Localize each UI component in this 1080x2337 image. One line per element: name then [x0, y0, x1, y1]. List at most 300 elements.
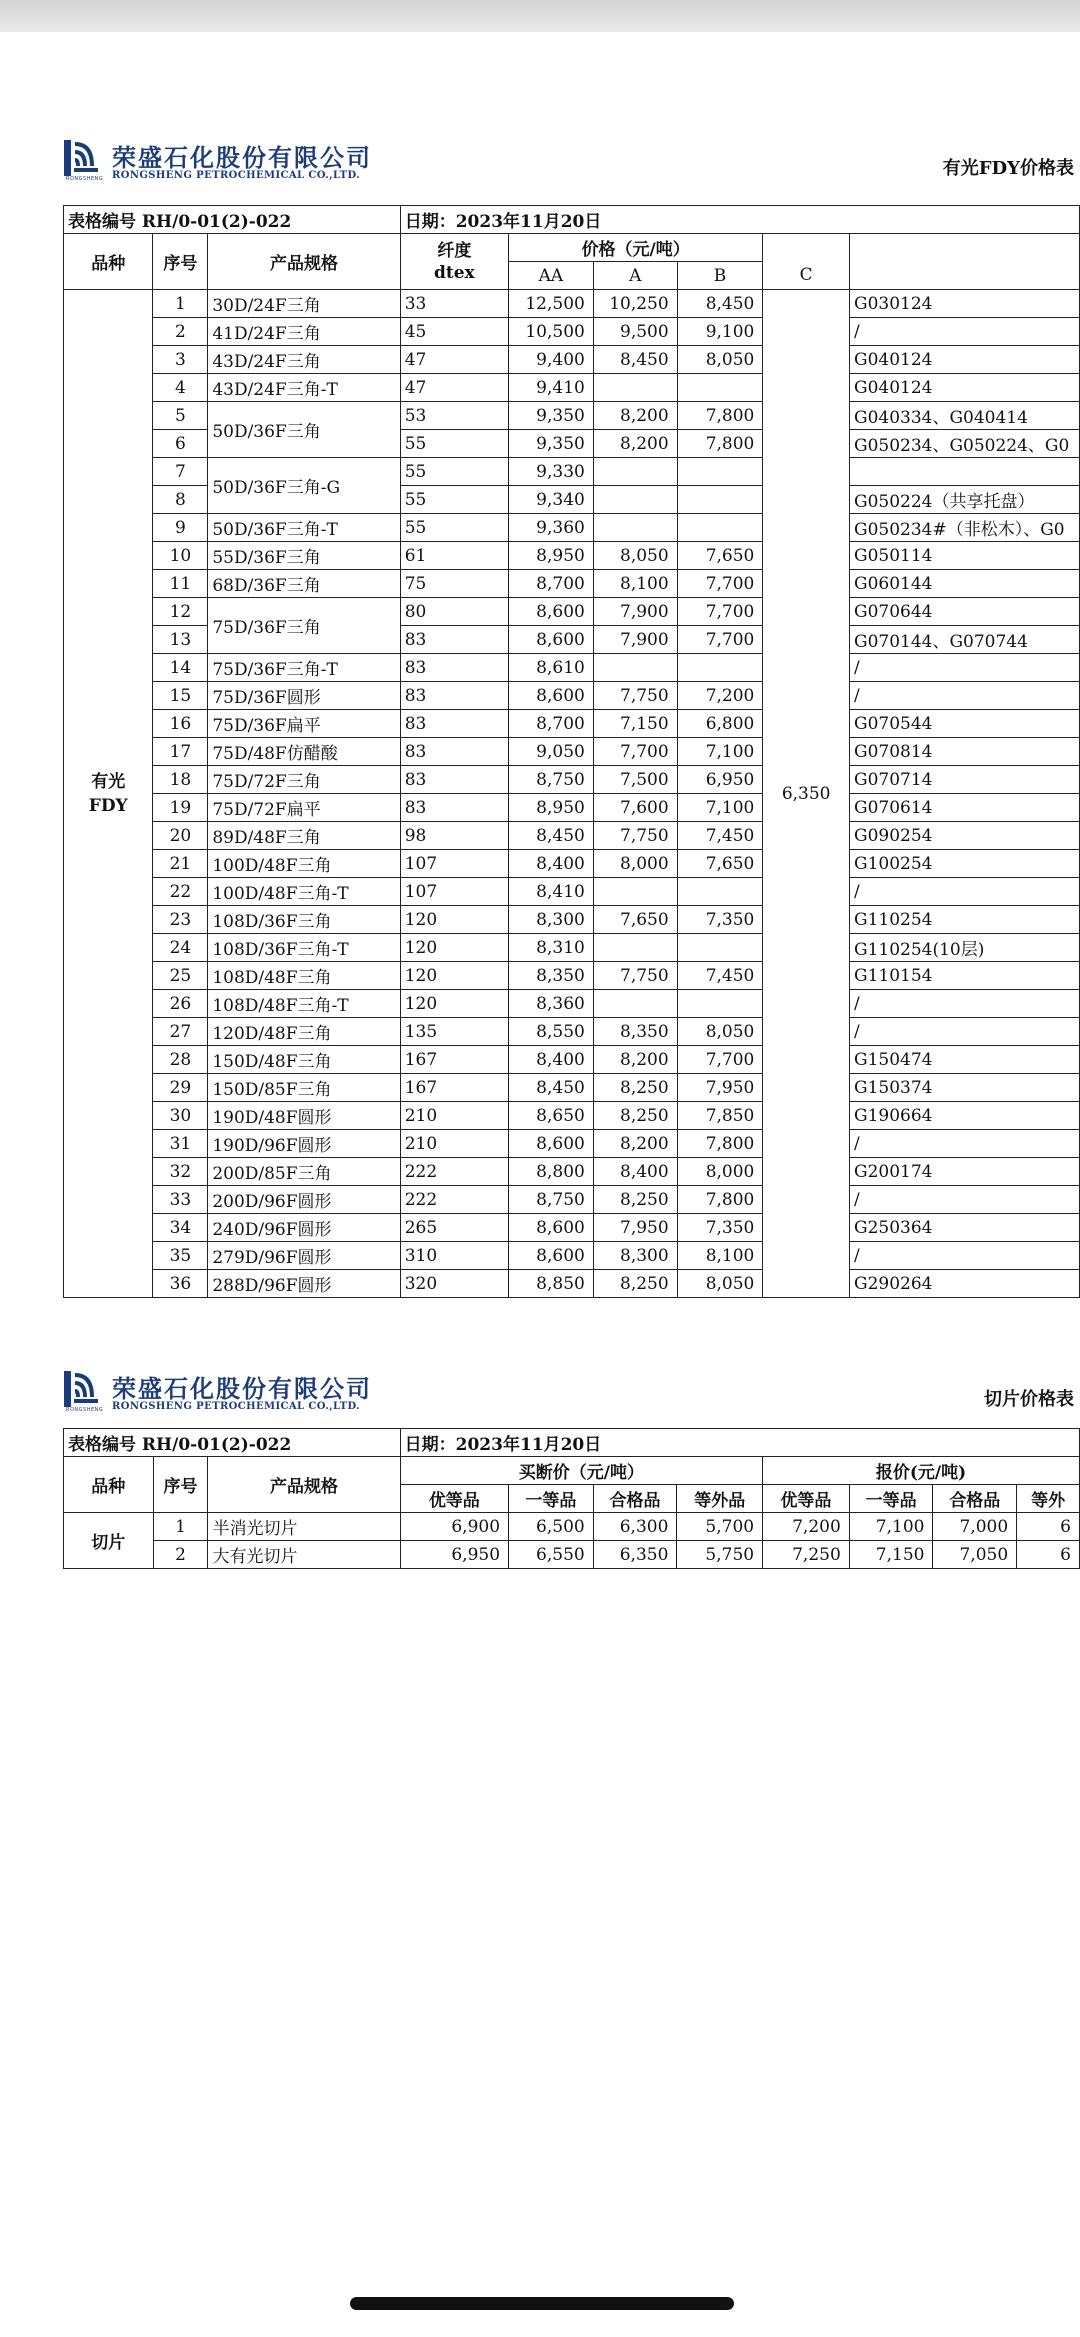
table-row	[64, 458, 1080, 486]
price-aa-cell: 8,360	[508, 990, 593, 1018]
brand-en: RONGSHENG	[66, 1407, 104, 1413]
spec-cell: 150D/85F三角	[208, 1074, 400, 1102]
product-code-cell: G050224（共享托盘）	[849, 486, 1079, 514]
product-code-cell: G070814	[849, 738, 1079, 766]
spec-cell: 288D/96F圆形	[208, 1270, 400, 1298]
price-a-cell: 8,250	[593, 1102, 677, 1130]
table-row	[64, 290, 1080, 318]
chip-quote-2: 7,150	[849, 1541, 933, 1569]
price-b-cell: 7,800	[677, 430, 763, 458]
dtex-cell: 222	[400, 1158, 508, 1186]
price-aa-cell: 8,750	[508, 766, 593, 794]
fdy-price-table	[63, 205, 1080, 1298]
product-code-cell: G050234#（非松木）、G0	[849, 514, 1079, 542]
seq-cell: 14	[153, 654, 208, 682]
header-code	[849, 234, 1079, 290]
table-row	[64, 766, 1080, 794]
price-a-cell	[593, 934, 677, 962]
price-a-cell	[593, 878, 677, 906]
table-row	[64, 1242, 1080, 1270]
price-aa-cell: 8,400	[508, 1046, 593, 1074]
price-aa-cell: 8,600	[508, 1242, 593, 1270]
seq-cell: 21	[153, 850, 208, 878]
seq-cell: 17	[153, 738, 208, 766]
dtex-cell: 45	[400, 318, 508, 346]
spec-cell: 190D/96F圆形	[208, 1130, 400, 1158]
price-aa-cell: 8,410	[508, 878, 593, 906]
price-b-cell: 7,350	[677, 906, 763, 934]
chip-price-table	[63, 1428, 1080, 1569]
price-b-cell: 8,050	[677, 1270, 763, 1298]
spec-cell: 108D/48F三角	[208, 962, 400, 990]
chip-form-number: 表格编号 RH/0-01(2)-022	[64, 1429, 401, 1457]
spec-cell: 55D/36F三角	[208, 542, 400, 570]
company-name-en: RONGSHENG PETROCHEMICAL CO.,LTD.	[112, 1401, 361, 1412]
dtex-cell: 120	[400, 934, 508, 962]
product-code-cell: G040124	[849, 374, 1079, 402]
seq-cell: 9	[153, 514, 208, 542]
price-a-cell: 8,250	[593, 1074, 677, 1102]
dtex-cell: 55	[400, 514, 508, 542]
chip-quote-4: 6	[1017, 1541, 1080, 1569]
price-a-cell: 7,650	[593, 906, 677, 934]
price-b-cell	[677, 458, 763, 486]
spec-cell: 200D/85F三角	[208, 1158, 400, 1186]
price-aa-cell: 8,950	[508, 542, 593, 570]
price-aa-cell: 8,600	[508, 682, 593, 710]
product-code-cell: G030124	[849, 290, 1079, 318]
chip-buyout-1: 6,950	[400, 1541, 508, 1569]
chip-header-buyout: 买断价（元/吨）	[400, 1457, 762, 1485]
header-a: A	[593, 262, 677, 290]
price-b-cell: 8,050	[677, 1018, 763, 1046]
price-b-cell: 6,950	[677, 766, 763, 794]
price-a-cell: 8,200	[593, 430, 677, 458]
product-code-cell: G070614	[849, 794, 1079, 822]
spec-cell: 75D/36F扁平	[208, 710, 400, 738]
chip-buyout-2: 6,550	[509, 1541, 594, 1569]
price-b-cell	[677, 514, 763, 542]
price-a-cell: 8,300	[593, 1242, 677, 1270]
dtex-cell: 83	[400, 710, 508, 738]
table-row	[64, 542, 1080, 570]
chip-seq: 2	[153, 1541, 208, 1569]
spec-cell: 68D/36F三角	[208, 570, 400, 598]
table-row	[64, 346, 1080, 374]
spec-cell: 43D/24F三角-T	[208, 374, 400, 402]
price-b-cell: 8,000	[677, 1158, 763, 1186]
table-row	[64, 374, 1080, 402]
price-b-cell	[677, 374, 763, 402]
price-a-cell: 8,050	[593, 542, 677, 570]
dtex-cell: 135	[400, 1018, 508, 1046]
header-aa: AA	[508, 262, 593, 290]
product-code-cell: G070714	[849, 766, 1079, 794]
price-a-cell: 8,250	[593, 1270, 677, 1298]
table-row	[64, 822, 1080, 850]
spec-cell: 100D/48F三角-T	[208, 878, 400, 906]
price-aa-cell: 8,400	[508, 850, 593, 878]
product-code-cell: G110254(10层)	[849, 934, 1079, 962]
dtex-cell: 53	[400, 402, 508, 430]
seq-cell: 35	[153, 1242, 208, 1270]
dtex-cell: 222	[400, 1186, 508, 1214]
price-a-cell	[593, 514, 677, 542]
dtex-cell: 120	[400, 990, 508, 1018]
price-aa-cell: 8,350	[508, 962, 593, 990]
dtex-cell: 83	[400, 766, 508, 794]
price-a-cell: 8,000	[593, 850, 677, 878]
seq-cell: 19	[153, 794, 208, 822]
product-code-cell: G050234、G050224、G0	[849, 430, 1079, 458]
price-aa-cell: 8,600	[508, 1130, 593, 1158]
table-row	[64, 990, 1080, 1018]
seq-cell: 32	[153, 1158, 208, 1186]
price-aa-cell: 8,950	[508, 794, 593, 822]
header-spec: 产品规格	[208, 234, 400, 290]
seq-cell: 24	[153, 934, 208, 962]
spec-cell: 100D/48F三角	[208, 850, 400, 878]
spec-cell: 75D/48F仿醋酸	[208, 738, 400, 766]
table-row	[64, 962, 1080, 990]
chip-buyout-2: 6,500	[509, 1513, 594, 1541]
price-c-cell: 6,350	[763, 290, 850, 1298]
price-aa-cell: 12,500	[508, 290, 593, 318]
chip-date: 日期：2023年11月20日	[400, 1429, 1079, 1457]
seq-cell: 5	[153, 402, 208, 430]
seq-cell: 16	[153, 710, 208, 738]
price-b-cell: 7,950	[677, 1074, 763, 1102]
price-b-cell: 7,200	[677, 682, 763, 710]
spec-cell: 75D/36F三角	[208, 598, 400, 654]
dtex-cell: 83	[400, 738, 508, 766]
chip-header-quote: 报价(元/吨)	[763, 1457, 1080, 1485]
price-aa-cell: 8,800	[508, 1158, 593, 1186]
dtex-cell: 120	[400, 906, 508, 934]
table-row	[64, 850, 1080, 878]
price-a-cell: 7,700	[593, 738, 677, 766]
spec-cell: 75D/36F圆形	[208, 682, 400, 710]
price-aa-cell: 8,600	[508, 1214, 593, 1242]
price-b-cell: 7,800	[677, 1130, 763, 1158]
chip-buyout-3: 6,350	[593, 1541, 677, 1569]
chip-quote-2: 7,100	[849, 1513, 933, 1541]
chip-quote-1: 7,250	[763, 1541, 850, 1569]
product-code-cell: G150374	[849, 1074, 1079, 1102]
price-b-cell: 7,100	[677, 794, 763, 822]
product-code-cell: /	[849, 1242, 1079, 1270]
seq-cell: 10	[153, 542, 208, 570]
seq-cell: 18	[153, 766, 208, 794]
dtex-cell: 55	[400, 486, 508, 514]
company-name-cn: 荣盛石化股份有限公司	[112, 1375, 372, 1403]
chip-spec: 大有光切片	[208, 1541, 400, 1569]
chip-header-q2: 一等品	[849, 1485, 933, 1513]
seq-cell: 6	[153, 430, 208, 458]
price-b-cell: 7,700	[677, 1046, 763, 1074]
chip-header-seq: 序号	[153, 1457, 208, 1513]
product-code-cell: G060144	[849, 570, 1079, 598]
seq-cell: 22	[153, 878, 208, 906]
product-code-cell: G250364	[849, 1214, 1079, 1242]
price-a-cell: 7,750	[593, 962, 677, 990]
price-a-cell: 7,900	[593, 598, 677, 626]
price-b-cell: 7,800	[677, 1186, 763, 1214]
dtex-cell: 310	[400, 1242, 508, 1270]
product-code-cell: /	[849, 990, 1079, 1018]
price-b-cell	[677, 486, 763, 514]
chip-quote-3: 7,000	[933, 1513, 1017, 1541]
chip-header-q1: 优等品	[763, 1485, 850, 1513]
chip-header-g4: 等外品	[677, 1485, 763, 1513]
table-row	[64, 570, 1080, 598]
table-row	[64, 738, 1080, 766]
table-row	[64, 598, 1080, 626]
product-code-cell: G090254	[849, 822, 1079, 850]
spec-cell: 108D/48F三角-T	[208, 990, 400, 1018]
dtex-cell: 107	[400, 878, 508, 906]
price-aa-cell: 9,360	[508, 514, 593, 542]
table-row	[64, 1130, 1080, 1158]
price-a-cell	[593, 654, 677, 682]
price-a-cell	[593, 486, 677, 514]
price-b-cell: 7,700	[677, 598, 763, 626]
seq-cell: 27	[153, 1018, 208, 1046]
seq-cell: 29	[153, 1074, 208, 1102]
header-dtex	[400, 234, 508, 290]
price-b-cell: 9,100	[677, 318, 763, 346]
price-a-cell	[593, 458, 677, 486]
product-code-cell: G070644	[849, 598, 1079, 626]
table-row	[64, 1102, 1080, 1130]
dtex-cell: 320	[400, 1270, 508, 1298]
product-code-cell: /	[849, 318, 1079, 346]
price-aa-cell: 10,500	[508, 318, 593, 346]
table-row	[64, 654, 1080, 682]
table-row	[64, 794, 1080, 822]
dtex-cell: 107	[400, 850, 508, 878]
price-b-cell: 7,450	[677, 822, 763, 850]
price-a-cell: 7,600	[593, 794, 677, 822]
price-b-cell	[677, 934, 763, 962]
chip-quote-4: 6	[1017, 1513, 1080, 1541]
seq-cell: 8	[153, 486, 208, 514]
spec-cell: 279D/96F圆形	[208, 1242, 400, 1270]
company-name-cn: 荣盛石化股份有限公司	[112, 144, 372, 172]
price-b-cell: 6,800	[677, 710, 763, 738]
price-aa-cell: 8,450	[508, 822, 593, 850]
price-a-cell: 8,350	[593, 1018, 677, 1046]
dtex-cell: 61	[400, 542, 508, 570]
price-aa-cell: 8,610	[508, 654, 593, 682]
header-price: 价格（元/吨）	[508, 234, 762, 262]
chip-header-g2: 一等品	[509, 1485, 594, 1513]
status-bar	[0, 0, 1080, 32]
dtex-cell: 265	[400, 1214, 508, 1242]
chip-buyout-4: 5,750	[677, 1541, 763, 1569]
product-code-cell: G070544	[849, 710, 1079, 738]
product-code-cell: G190664	[849, 1102, 1079, 1130]
dtex-cell: 83	[400, 654, 508, 682]
table-row	[64, 402, 1080, 430]
price-b-cell	[677, 990, 763, 1018]
company-name-en: RONGSHENG PETROCHEMICAL CO.,LTD.	[112, 170, 361, 181]
price-aa-cell: 9,330	[508, 458, 593, 486]
price-aa-cell: 8,850	[508, 1270, 593, 1298]
price-b-cell	[677, 654, 763, 682]
table-row	[64, 710, 1080, 738]
header-price-spacer	[763, 234, 850, 262]
price-b-cell: 8,450	[677, 290, 763, 318]
spec-cell: 50D/36F三角	[208, 402, 400, 458]
price-a-cell	[593, 374, 677, 402]
product-code-cell: /	[849, 654, 1079, 682]
dtex-cell: 210	[400, 1130, 508, 1158]
table-row	[64, 1158, 1080, 1186]
chip-header-q3: 合格品	[933, 1485, 1017, 1513]
table-row	[64, 1046, 1080, 1074]
dtex-cell: 55	[400, 430, 508, 458]
dtex-cell: 83	[400, 682, 508, 710]
product-code-cell: G150474	[849, 1046, 1079, 1074]
price-aa-cell: 8,750	[508, 1186, 593, 1214]
spec-cell: 75D/72F三角	[208, 766, 400, 794]
fdy-sheet-title: 有光FDY价格表	[942, 158, 1074, 179]
price-b-cell: 7,450	[677, 962, 763, 990]
price-aa-cell: 8,700	[508, 710, 593, 738]
seq-cell: 11	[153, 570, 208, 598]
dtex-cell: 47	[400, 346, 508, 374]
price-aa-cell: 9,410	[508, 374, 593, 402]
price-aa-cell: 8,650	[508, 1102, 593, 1130]
variety-line1: 有光	[91, 771, 126, 792]
price-b-cell: 7,700	[677, 570, 763, 598]
company-header-fdy	[62, 136, 1080, 192]
chip-buyout-4: 5,700	[677, 1513, 763, 1541]
spec-cell: 120D/48F三角	[208, 1018, 400, 1046]
chip-seq: 1	[153, 1513, 208, 1541]
seq-cell: 34	[153, 1214, 208, 1242]
price-aa-cell: 9,050	[508, 738, 593, 766]
seq-cell: 15	[153, 682, 208, 710]
seq-cell: 3	[153, 346, 208, 374]
product-code-cell: G040124	[849, 346, 1079, 374]
price-aa-cell: 8,600	[508, 598, 593, 626]
product-code-cell: G290264	[849, 1270, 1079, 1298]
spec-cell: 75D/36F三角-T	[208, 654, 400, 682]
product-code-cell: G110154	[849, 962, 1079, 990]
price-aa-cell: 9,350	[508, 402, 593, 430]
table-row	[64, 1074, 1080, 1102]
price-a-cell: 8,200	[593, 1046, 677, 1074]
seq-cell: 28	[153, 1046, 208, 1074]
table-row	[64, 878, 1080, 906]
price-b-cell: 8,050	[677, 346, 763, 374]
spec-cell: 240D/96F圆形	[208, 1214, 400, 1242]
spec-cell: 30D/24F三角	[208, 290, 400, 318]
price-a-cell: 8,450	[593, 346, 677, 374]
price-a-cell: 9,500	[593, 318, 677, 346]
table-row	[64, 514, 1080, 542]
price-b-cell: 7,350	[677, 1214, 763, 1242]
price-aa-cell: 8,300	[508, 906, 593, 934]
chip-quote-3: 7,050	[933, 1541, 1017, 1569]
price-a-cell: 7,750	[593, 682, 677, 710]
product-code-cell: /	[849, 1130, 1079, 1158]
table-row	[64, 1270, 1080, 1298]
price-a-cell: 8,200	[593, 402, 677, 430]
table-row	[64, 1186, 1080, 1214]
table-row	[64, 934, 1080, 962]
dtex-cell: 47	[400, 374, 508, 402]
chip-header-q4: 等外	[1017, 1485, 1080, 1513]
dtex-cell: 167	[400, 1074, 508, 1102]
dtex-cell: 83	[400, 626, 508, 654]
price-aa-cell: 8,600	[508, 626, 593, 654]
spec-cell: 108D/36F三角	[208, 906, 400, 934]
seq-cell: 20	[153, 822, 208, 850]
chip-quote-1: 7,200	[763, 1513, 850, 1541]
variety-cell	[64, 290, 153, 1298]
seq-cell: 13	[153, 626, 208, 654]
spec-cell: 190D/48F圆形	[208, 1102, 400, 1130]
product-code-cell: G070144、G070744	[849, 626, 1079, 654]
spec-cell: 43D/24F三角	[208, 346, 400, 374]
table-row	[64, 906, 1080, 934]
seq-cell: 25	[153, 962, 208, 990]
spec-cell: 200D/96F圆形	[208, 1186, 400, 1214]
spec-cell: 41D/24F三角	[208, 318, 400, 346]
spec-cell: 89D/48F三角	[208, 822, 400, 850]
chip-header-variety: 品种	[64, 1457, 154, 1513]
dtex-cell: 83	[400, 794, 508, 822]
price-aa-cell: 9,400	[508, 346, 593, 374]
seq-cell: 4	[153, 374, 208, 402]
product-code-cell: /	[849, 878, 1079, 906]
price-b-cell: 7,100	[677, 738, 763, 766]
price-a-cell: 8,100	[593, 570, 677, 598]
chip-header-spec: 产品规格	[208, 1457, 400, 1513]
seq-cell: 12	[153, 598, 208, 626]
header-b: B	[677, 262, 763, 290]
seq-cell: 33	[153, 1186, 208, 1214]
price-b-cell	[677, 878, 763, 906]
price-a-cell: 8,250	[593, 1186, 677, 1214]
dtex-cell: 167	[400, 1046, 508, 1074]
price-aa-cell: 9,340	[508, 486, 593, 514]
table-row	[64, 318, 1080, 346]
seq-cell: 26	[153, 990, 208, 1018]
table-row	[64, 1018, 1080, 1046]
chip-header-g3: 合格品	[593, 1485, 677, 1513]
product-code-cell	[849, 458, 1079, 486]
spec-cell: 50D/36F三角-G	[208, 458, 400, 514]
price-a-cell: 7,150	[593, 710, 677, 738]
chip-sheet-title: 切片价格表	[984, 1389, 1074, 1410]
table-row	[64, 1214, 1080, 1242]
product-code-cell: G100254	[849, 850, 1079, 878]
price-aa-cell: 8,550	[508, 1018, 593, 1046]
dtex-cell: 210	[400, 1102, 508, 1130]
price-b-cell: 7,850	[677, 1102, 763, 1130]
product-code-cell: G040334、G040414	[849, 402, 1079, 430]
chip-buyout-1: 6,900	[400, 1513, 508, 1541]
price-a-cell: 7,750	[593, 822, 677, 850]
seq-cell: 31	[153, 1130, 208, 1158]
price-aa-cell: 8,700	[508, 570, 593, 598]
home-indicator[interactable]	[350, 2297, 734, 2310]
price-b-cell: 7,650	[677, 542, 763, 570]
